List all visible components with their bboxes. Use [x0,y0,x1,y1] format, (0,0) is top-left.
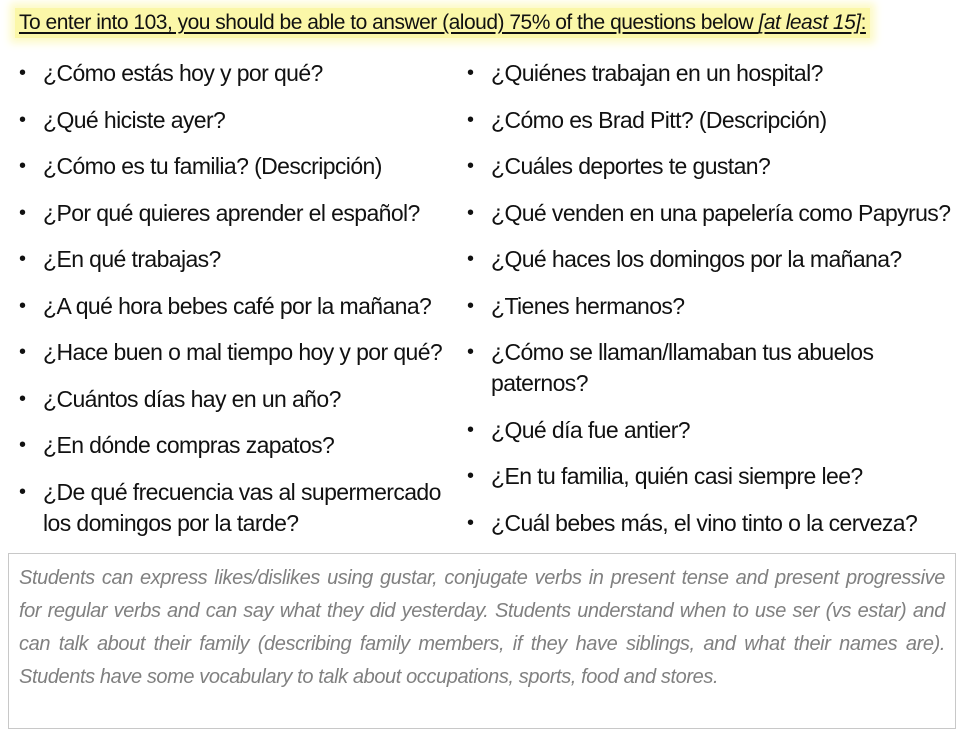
bullet-icon: • [467,155,474,177]
bullet-icon: • [467,201,474,224]
bullet-icon: • [19,248,26,270]
question-item [14,151,464,182]
question-item [14,58,464,89]
question-text: ¿En tu familia, quién casi siempre lee? [491,463,863,489]
bullet-icon: • [467,248,474,270]
question-text: ¿De qué frecuencia vas al supermercado los domingos por la tarde? [43,478,441,536]
question-item [462,461,966,492]
bullet-icon: • [19,155,26,177]
bullet-icon: • [19,341,26,363]
question-item [14,244,464,275]
question-text: ¿Qué hiciste ayer? [43,106,226,133]
question-item [462,508,966,539]
bullet-icon: • [19,62,26,84]
instructions-heading-emphasis: [at least 15] [758,11,861,34]
bullet-icon: • [467,511,474,534]
question-text: ¿En dónde compras zapatos? [43,432,335,458]
question-item [14,477,464,539]
questions-left-column [14,58,464,554]
question-text: ¿Por qué quieres aprender el español? [43,199,420,226]
question-item [14,384,464,415]
instructions-heading [15,8,870,38]
bullet-icon: • [467,465,474,487]
bullet-icon: • [467,62,474,84]
bullet-icon: • [19,434,26,456]
bullet-icon: • [19,294,26,317]
bullet-icon: • [467,418,474,441]
question-item [14,430,464,461]
question-text: ¿Hace buen o mal tiempo hoy y por qué? [43,339,443,365]
question-text: ¿En qué trabajas? [43,246,221,272]
bullet-icon: • [19,108,26,131]
bullet-icon: • [467,294,474,317]
question-item [14,198,464,229]
question-text: ¿Quiénes trabajan en un hospital? [491,60,823,86]
instructions-heading-suffix: : [860,11,866,34]
question-text: ¿Cómo es tu familia? (Descripción) [43,153,382,179]
learning-outcomes-summary [8,553,956,729]
question-text: ¿Cuántos días hay en un año? [43,385,341,412]
question-item [14,337,464,368]
bullet-icon: • [467,341,474,363]
question-item [462,198,966,229]
bullet-icon: • [19,480,26,503]
question-text: ¿Qué venden en una papelería como Papyrus? [491,199,951,226]
question-text: ¿Cuál bebes más, el vino tinto o la cerveza? [491,509,918,536]
question-item [462,415,966,446]
bullet-icon: • [467,108,474,131]
question-text: ¿Cuáles deportes te gustan? [491,153,771,179]
summary-text: Students can express likes/dislikes using gustar, conjugate verbs in present tense and present progressive for regular verbs and can say what they did yesterday. Students understand when to use ser (vs estar) and can talk about their family (describing family members, if they have siblings, and what their names are). Students have some vocabulary to talk about occupations, sports, food and stores. [19,567,945,688]
question-text: ¿Cómo se llaman/llamaban tus abuelos paternos? [491,339,874,396]
question-item [462,105,966,136]
question-text: ¿Qué haces los domingos por la mañana? [491,246,902,272]
question-text: ¿A qué hora bebes café por la mañana? [43,292,432,319]
bullet-icon: • [19,387,26,410]
question-item [14,105,464,136]
question-text: ¿Tienes hermanos? [491,292,685,319]
question-item [462,151,966,182]
question-item [462,58,966,89]
question-text: ¿Qué día fue antier? [491,416,690,443]
instructions-heading-text: To enter into 103, you should be able to answer (aloud) 75% of the questions below [19,11,759,34]
bullet-icon: • [19,201,26,224]
question-text: ¿Cómo estás hoy y por qué? [43,60,323,86]
question-item [462,291,966,322]
question-item [462,244,966,275]
question-item [462,337,891,399]
question-item [14,291,464,322]
questions-right-column [462,58,966,554]
question-text: ¿Cómo es Brad Pitt? (Descripción) [491,106,827,133]
